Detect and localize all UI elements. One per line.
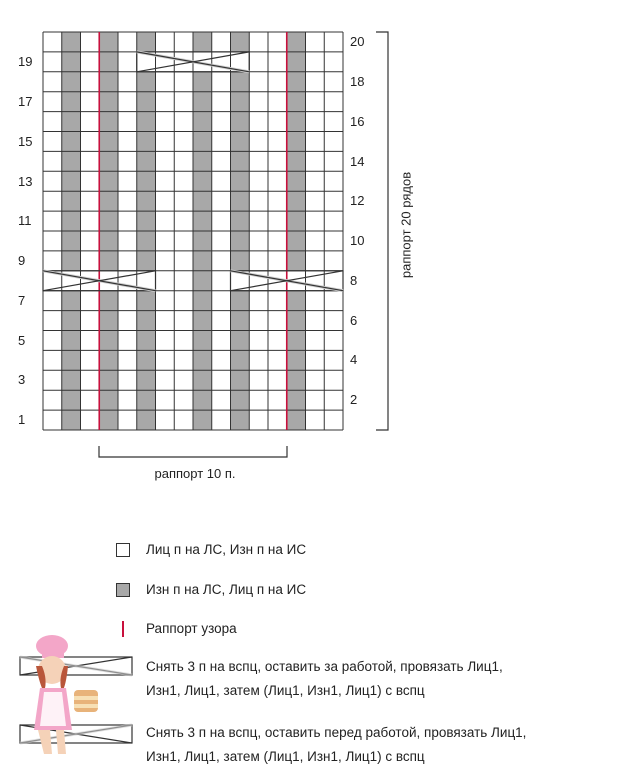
repeat-swatch: [122, 621, 124, 637]
row-number-right: 10: [350, 233, 365, 248]
row-number-right: 6: [350, 313, 358, 328]
row-number-left: 5: [18, 333, 26, 348]
legend-cable-front-line2: Изн1, Лиц1, затем (Лиц1, Изн1, Лиц1) с вспц: [146, 749, 425, 764]
row-number-left: 3: [18, 372, 26, 387]
legend-purl: Изн п на ЛС, Лиц п на ИС: [146, 582, 307, 597]
row-number-left: 11: [18, 213, 32, 228]
row-number-right: 14: [350, 154, 365, 169]
chart-gridlines: [43, 32, 343, 430]
row-number-left: 9: [18, 253, 26, 268]
row-number-left: 13: [18, 174, 33, 189]
rows-repeat-label: раппорт 20 рядов: [398, 171, 414, 279]
legend-repeat: Раппорт узора: [146, 621, 237, 636]
row-number-right: 2: [350, 392, 358, 407]
row-number-left: 15: [18, 134, 33, 149]
row-number-left: 17: [18, 94, 33, 109]
row-number-left: 7: [18, 293, 26, 308]
chef-girl-illustration: [22, 630, 112, 760]
row-number-right: 8: [350, 273, 358, 288]
row-number-right: 4: [350, 352, 358, 367]
legend-cable-front-line1: Снять 3 п на вспц, оставить перед работой, провязать Лиц1,: [146, 725, 527, 740]
legend-cable-back-line2: Изн1, Лиц1, затем (Лиц1, Изн1, Лиц1) с вспц: [146, 683, 425, 698]
row-number-left: 1: [18, 412, 26, 427]
knit-swatch: [116, 543, 130, 557]
row-number-right: 18: [350, 74, 365, 89]
legend-knit: Лиц п на ЛС, Изн п на ИС: [146, 542, 307, 557]
row-number-right: 16: [350, 114, 365, 129]
row-number-right: 12: [350, 193, 365, 208]
stitch-repeat-bracket: [99, 446, 287, 457]
row-number-right: 20: [350, 34, 365, 49]
row-number-left: 19: [18, 54, 33, 69]
legend-cable-back-line1: Снять 3 п на вспц, оставить за работой, провязать Лиц1,: [146, 659, 503, 674]
rows-repeat-bracket: [376, 32, 388, 430]
purl-swatch: [116, 583, 130, 597]
stitch-repeat-label: раппорт 10 п.: [154, 466, 236, 481]
